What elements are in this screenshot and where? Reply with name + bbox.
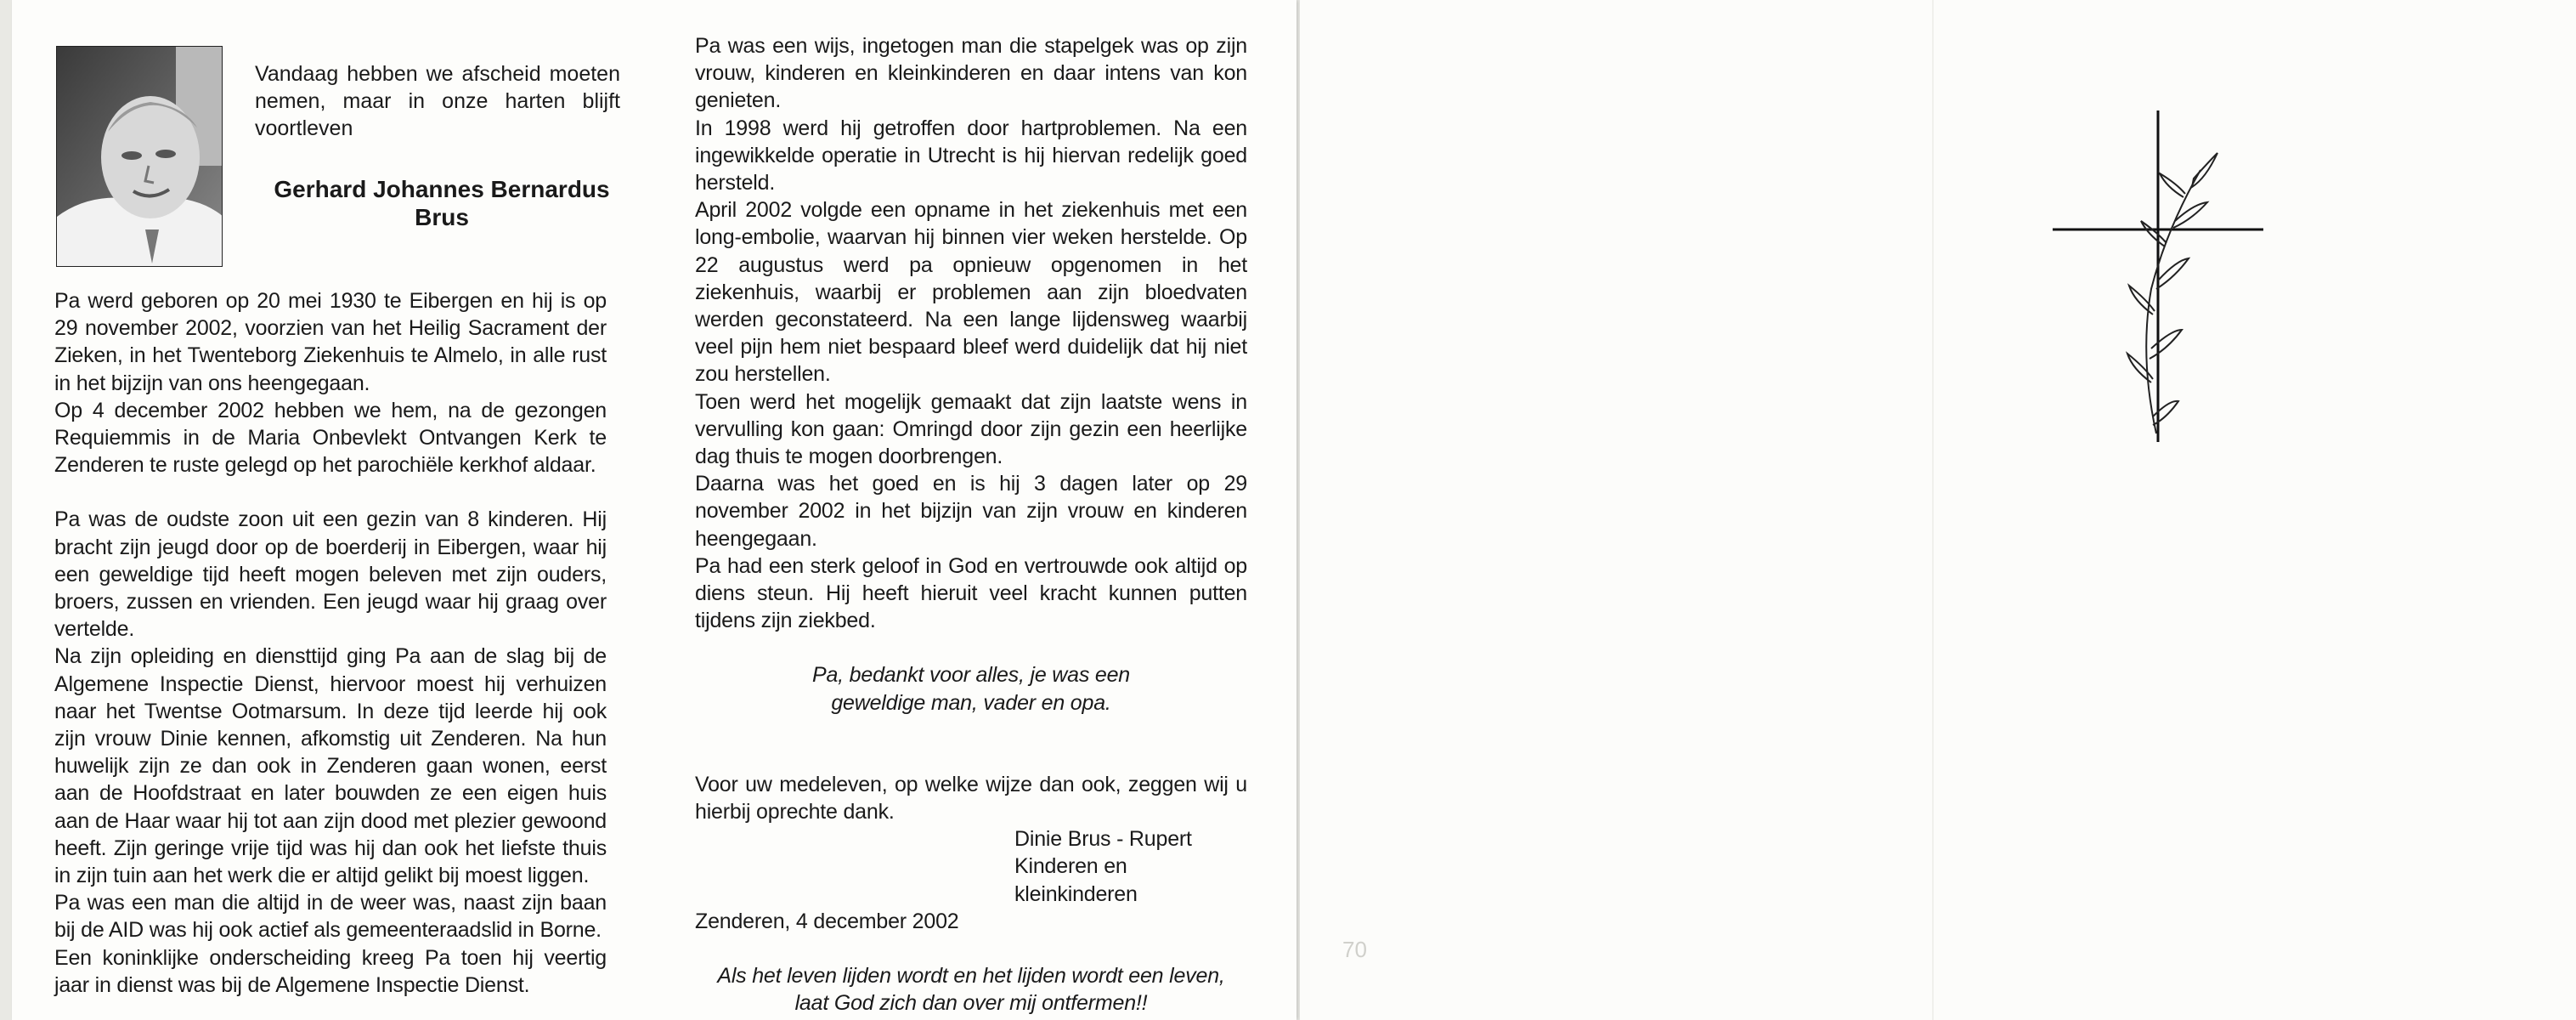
place-date: Zenderen, 4 december 2002 (695, 909, 959, 933)
card-cover-spread (1300, 0, 2576, 1020)
portrait-photo (56, 46, 223, 267)
signature-line-2: Kinderen en kleinkinderen (1014, 854, 1138, 906)
closing-line-1: Als het leven lijden wordt en het lijden wordt een leven, (717, 964, 1225, 989)
paragraph: Pa had een sterk geloof in God en vertrouwde ook altijd op diens steun. Hij heeft hieruit veel kracht kunnen putten tijdens zijn ziekbed. (695, 553, 1247, 633)
right-column (695, 32, 1247, 1017)
paragraph: Pa werd geboren op 20 mei 1930 te Eibergen en hij is op 29 november 2002, voorzien van het Heilig Sacrament der Zieken, in het Twenteborg Ziekenhuis te Almelo, in alle rust in het bijzijn van ons heengegaan. (54, 289, 607, 395)
name-line-1: Gerhard Johannes Bernardus (274, 176, 610, 202)
left-column (54, 287, 607, 999)
page-number: 70 (1342, 937, 1367, 962)
deceased-name (255, 175, 629, 231)
portrait-icon (57, 47, 223, 267)
paragraph-gap (695, 717, 1247, 744)
cross-with-palm-branch-icon (2039, 102, 2277, 459)
paragraph: Pa was een man die altijd in de weer was, naast zijn baan bij de AID was hij ook actief als gemeenteraadslid in Borne. (54, 891, 607, 943)
paragraph: Na zijn opleiding en diensttijd ging Pa aan de slag bij de Algemene Inspectie Dienst, hiervoor moest hij verhuizen naar het Twentse Ootmarsum. In deze tijd leerde hij ook zijn vrouw Dinie kennen, afkomstig uit Zenderen. Na hun huwelijk zijn ze dan ook in Zenderen gaan wonen, eerst aan de Hoofdstraat en later bouwden ze een eigen huis aan de Haar waar hij tot aan zijn dood met plezier gewoond heeft. Zijn geringe vrije tijd was hij dan ook het liefste thuis in zijn tuin aan het werk die er altijd gelikt bij moest liggen. (54, 644, 607, 888)
paragraph-gap (695, 634, 1247, 661)
intro-text: Vandaag hebben we afscheid moeten nemen, maar in onze harten blijft voortleven (255, 62, 620, 140)
paragraph: Toen werd het mogelijk gemaakt dat zijn laatste wens in vervulling kon gaan: Omringd door zijn gezin een heerlijke dag thuis te mogen doorbrengen. (695, 389, 1247, 469)
paragraph: In 1998 werd hij getroffen door hartproblemen. Na een ingewikkelde operatie in Utrecht is hij hiervan redelijk goed hersteld. (695, 116, 1247, 196)
signature-line-1: Dinie Brus - Rupert (1014, 827, 1192, 852)
closing-line-2: laat God zich dan over mij ontfermen!! (794, 991, 1148, 1016)
paragraph-gap (695, 935, 1247, 962)
quote-line-1: Pa, bedankt voor alles, je was een (812, 663, 1130, 688)
name-line-2: Brus (415, 204, 469, 230)
paragraph-gap (695, 744, 1247, 771)
paragraph-gap (54, 479, 607, 506)
card-inner-spread (12, 0, 1296, 1020)
paragraph: Pa was de oudste zoon uit een gezin van 8 kinderen. Hij bracht zijn jeugd door op de boerderij in Eibergen, waar hij een geweldige tijd heeft mogen beleven met zijn ouders, broers, zussen en vrienden. Een jeugd waar hij graag over vertelde. (54, 507, 607, 642)
paragraph: Op 4 december 2002 hebben we hem, na de gezongen Requiemmis in de Maria Onbevlekt Ontvangen Kerk te Zenderen te ruste gelegd op het parochiële kerkhof aldaar. (54, 398, 607, 478)
paragraph: Daarna was het goed en is hij 3 dagen later op 29 november 2002 in het bijzijn van zijn vrouw en kinderen heengegaan. (695, 472, 1247, 551)
paragraph: April 2002 volgde een opname in het ziekenhuis met een long-embolie, waarvan hij binnen vier weken herstelde. Op 22 augustus werd pa opnieuw opgenomen in het ziekenhuis, waarbij er problemen aan zijn bloedvaten werden geconstateerd. Na een lange lijdensweg waarbij veel pijn hem niet bespaard bleef werd duidelijk dat hij niet zou herstellen. (695, 198, 1247, 387)
thanks-text: Voor uw medeleven, op welke wijze dan ook, zeggen wij u hierbij oprechte dank. (695, 772, 1247, 824)
paragraph: Een koninklijke onderscheiding kreeg Pa toen hij veertig jaar in dienst was bij de Algemene Inspectie Dienst. (54, 945, 607, 997)
fold-divider (1932, 0, 1934, 1020)
quote-line-2: geweldige man, vader en opa. (831, 690, 1111, 715)
paragraph: Pa was een wijs, ingetogen man die stapelgek was op zijn vrouw, kinderen en kleinkinderen en daar intens van kon genieten. (695, 34, 1247, 113)
